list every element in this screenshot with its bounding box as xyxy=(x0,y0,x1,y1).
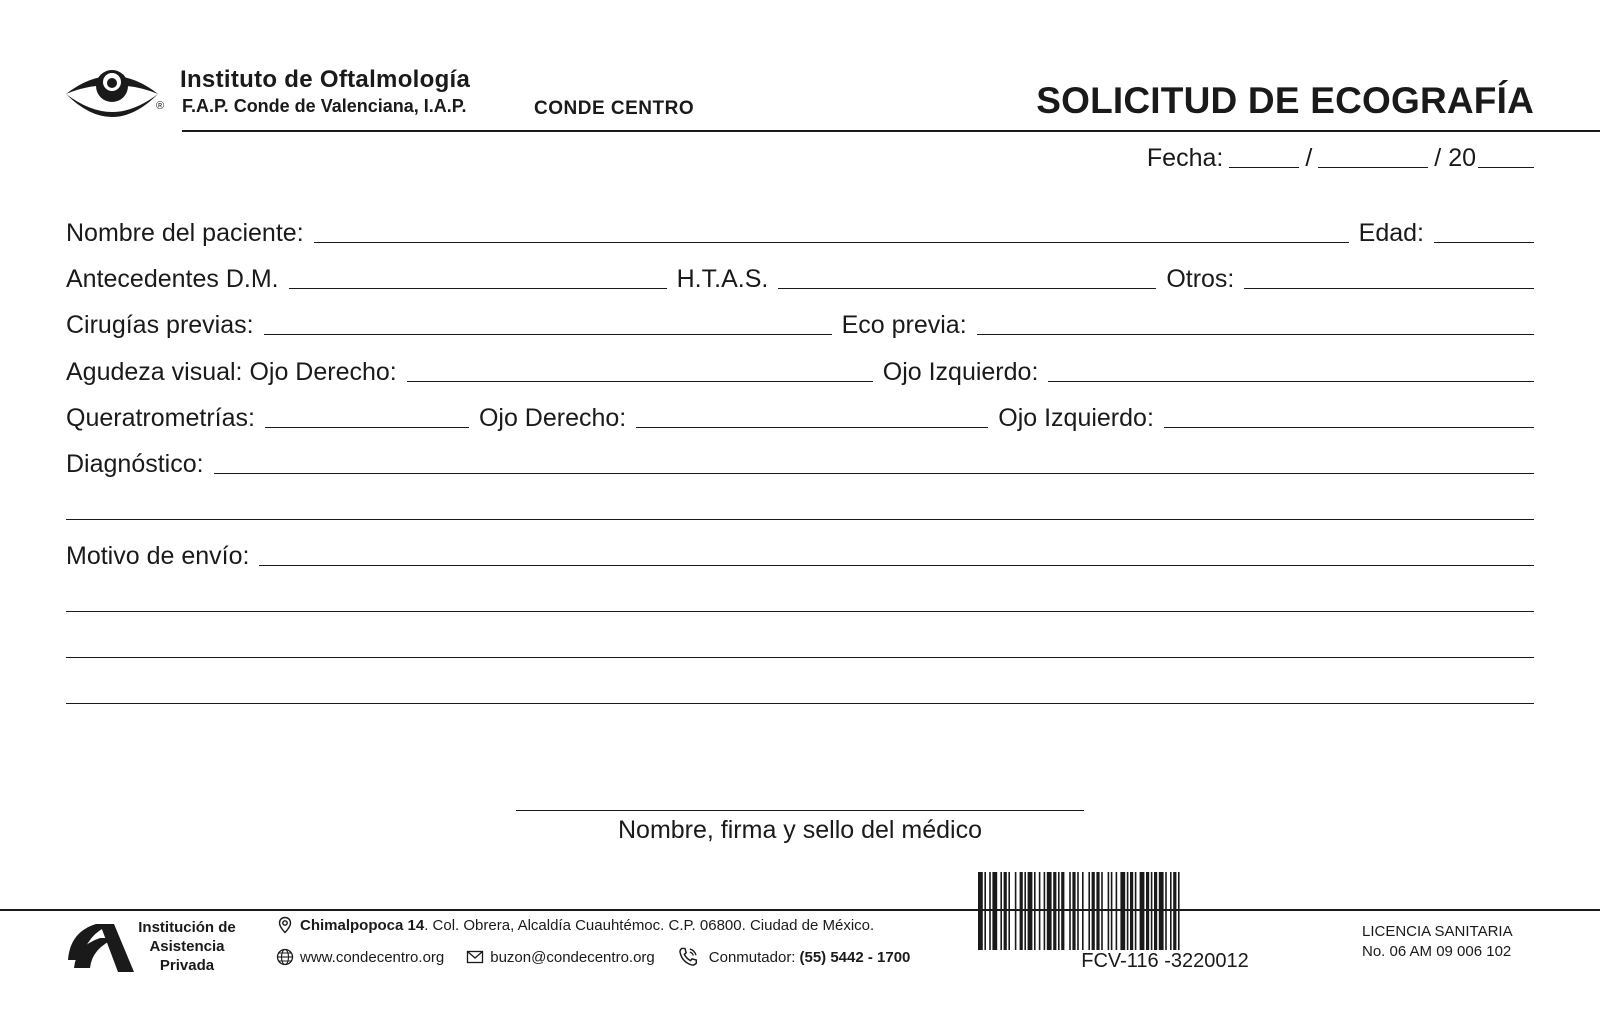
barcode xyxy=(978,872,1352,950)
row-diagnostico xyxy=(66,445,1534,479)
barcode-bar xyxy=(1120,872,1125,950)
barcode-bar xyxy=(1165,872,1167,950)
header-divider xyxy=(182,130,1600,132)
barcode-bar xyxy=(1130,872,1133,950)
nombre-field[interactable] xyxy=(314,242,1349,243)
registered-mark: ® xyxy=(156,100,165,112)
institute-name: Instituto de Oftalmología xyxy=(180,66,471,93)
barcode-bar xyxy=(1028,872,1033,950)
signature-field[interactable] xyxy=(516,810,1084,811)
fecha-separator: / xyxy=(1305,144,1313,172)
address-street: Chimalpopoca 14 xyxy=(300,916,425,934)
barcode-bar xyxy=(1151,872,1153,950)
agudeza-izquierdo-label: Ojo Izquierdo: xyxy=(882,358,1039,386)
contact-row xyxy=(276,946,910,968)
edad-field[interactable] xyxy=(1434,242,1534,243)
document-title: SOLICITUD DE ECOGRAFÍA xyxy=(1036,80,1534,121)
row-motivo xyxy=(66,537,1534,571)
agudeza-derecho-field[interactable] xyxy=(407,381,873,382)
row-motivo-cont-3 xyxy=(66,675,1534,709)
barcode-bar xyxy=(1082,872,1084,950)
otros-label: Otros: xyxy=(1166,265,1235,293)
motivo-field-line-2[interactable] xyxy=(66,611,1534,612)
barcode-number: FCV-116 -3220012 xyxy=(1081,950,1249,972)
barcode-bar xyxy=(1146,872,1149,950)
barcode-bar xyxy=(1020,872,1023,950)
antecedentes-field[interactable] xyxy=(289,288,667,289)
barcode-bar xyxy=(1116,872,1118,950)
brand-name: CONDE CENTRO xyxy=(534,98,695,119)
barcode-bar xyxy=(1108,872,1110,950)
license-line-1: LICENCIA SANITARIA xyxy=(1362,923,1513,940)
barcode-bar xyxy=(1034,872,1036,950)
barcode-bar xyxy=(989,872,991,950)
motivo-label: Motivo de envío: xyxy=(66,542,250,570)
querato-label: Queratrometrías: xyxy=(66,404,255,432)
barcode-bar xyxy=(1061,872,1064,950)
phone-number: (55) 5442 - 1700 xyxy=(799,948,911,966)
address-row xyxy=(276,916,874,934)
motivo-field[interactable] xyxy=(259,565,1534,566)
htas-label: H.T.A.S. xyxy=(676,265,769,293)
iap-line-1: Institución de xyxy=(138,919,236,936)
querato-derecho-field[interactable] xyxy=(636,427,988,428)
barcode-bar xyxy=(978,872,983,950)
barcode-bar xyxy=(1170,872,1172,950)
footer-divider xyxy=(0,909,1600,911)
website-link[interactable]: www.condecentro.org xyxy=(300,948,445,966)
phone-icon xyxy=(677,946,699,968)
fecha-month-field[interactable] xyxy=(1318,167,1428,168)
antecedentes-label: Antecedentes D.M. xyxy=(66,265,279,293)
barcode-bar xyxy=(1127,872,1129,950)
barcode-bar xyxy=(992,872,997,950)
barcode-bar xyxy=(1047,872,1052,950)
diagnostico-label: Diagnóstico: xyxy=(66,450,204,478)
querato-field[interactable] xyxy=(265,427,469,428)
fecha-year-prefix: / 20 xyxy=(1434,144,1476,172)
diagnostico-field-line-2[interactable] xyxy=(66,519,1534,520)
querato-izquierdo-field[interactable] xyxy=(1164,427,1534,428)
querato-izquierdo-label: Ojo Izquierdo: xyxy=(998,404,1154,432)
barcode-bar xyxy=(1178,872,1180,950)
htas-field[interactable] xyxy=(778,288,1156,289)
barcode-bar xyxy=(1004,872,1007,950)
barcode-bar xyxy=(1173,872,1176,950)
querato-derecho-label: Ojo Derecho: xyxy=(478,404,627,432)
iap-line-2: Asistencia xyxy=(149,938,225,955)
edad-label: Edad: xyxy=(1358,219,1424,247)
phone-label: Conmutador: xyxy=(708,948,796,966)
fecha-day-field[interactable] xyxy=(1229,167,1299,168)
row-queratometrias xyxy=(66,399,1534,433)
barcode-bar xyxy=(1159,872,1164,950)
globe-icon xyxy=(276,948,294,966)
barcode-bar xyxy=(1092,872,1095,950)
cirugias-label: Cirugías previas: xyxy=(66,311,254,339)
barcode-bar xyxy=(1154,872,1157,950)
barcode-bar xyxy=(1058,872,1060,950)
row-motivo-cont-1 xyxy=(66,583,1534,617)
barcode-bar xyxy=(1044,872,1046,950)
iap-line-3: Privada xyxy=(159,957,215,974)
barcode-bar xyxy=(1024,872,1026,950)
barcode-bar xyxy=(1140,872,1145,950)
eco-label: Eco previa: xyxy=(841,311,967,339)
barcode-bar xyxy=(984,872,986,950)
barcode-bar xyxy=(1053,872,1056,950)
agudeza-label: Agudeza visual: Ojo Derecho: xyxy=(66,358,397,386)
iap-logo-icon xyxy=(66,920,134,972)
nombre-label: Nombre del paciente: xyxy=(66,219,304,247)
fecha-label: Fecha: xyxy=(1146,144,1224,172)
diagnostico-field[interactable] xyxy=(214,473,1534,474)
iap-text xyxy=(132,918,242,975)
eye-logo-icon xyxy=(64,64,160,120)
barcode-bar xyxy=(1096,872,1099,950)
row-nombre xyxy=(66,214,1534,248)
otros-field[interactable] xyxy=(1244,288,1534,289)
eco-field[interactable] xyxy=(977,334,1534,335)
barcode-bar xyxy=(1069,872,1071,950)
barcode-bar xyxy=(1111,872,1113,950)
license-info xyxy=(1362,922,1513,962)
barcode-bar xyxy=(1088,872,1090,950)
location-icon xyxy=(276,916,294,934)
cirugias-field[interactable] xyxy=(264,334,832,335)
barcode-bar xyxy=(1039,872,1041,950)
row-agudeza xyxy=(66,353,1534,387)
barcode-bar xyxy=(1077,872,1079,950)
email-link[interactable]: buzon@condecentro.org xyxy=(490,948,655,966)
barcode-bar xyxy=(1135,872,1137,950)
barcode-bar xyxy=(1015,872,1017,950)
mail-icon xyxy=(466,948,484,966)
institute-subtitle: F.A.P. Conde de Valenciana, I.A.P. xyxy=(182,96,467,116)
barcode-bar xyxy=(1072,872,1075,950)
motivo-field-line-4[interactable] xyxy=(66,703,1534,704)
fecha-year-field[interactable] xyxy=(1478,167,1534,168)
fecha-row xyxy=(1147,144,1534,173)
address-rest: . Col. Obrera, Alcaldía Cuauhtémoc. C.P. 06800. Ciudad de México. xyxy=(424,916,875,934)
agudeza-izquierdo-field[interactable] xyxy=(1048,381,1534,382)
motivo-field-line-3[interactable] xyxy=(66,657,1534,658)
barcode-bar xyxy=(1008,872,1010,950)
row-cirugias xyxy=(66,306,1534,340)
row-antecedentes xyxy=(66,260,1534,294)
license-line-2: No. 06 AM 09 006 102 xyxy=(1362,943,1512,960)
signature-label: Nombre, firma y sello del médico xyxy=(617,816,982,844)
row-diagnostico-cont xyxy=(66,491,1534,525)
row-motivo-cont-2 xyxy=(66,629,1534,663)
barcode-bar xyxy=(1101,872,1103,950)
barcode-bar xyxy=(1000,872,1002,950)
